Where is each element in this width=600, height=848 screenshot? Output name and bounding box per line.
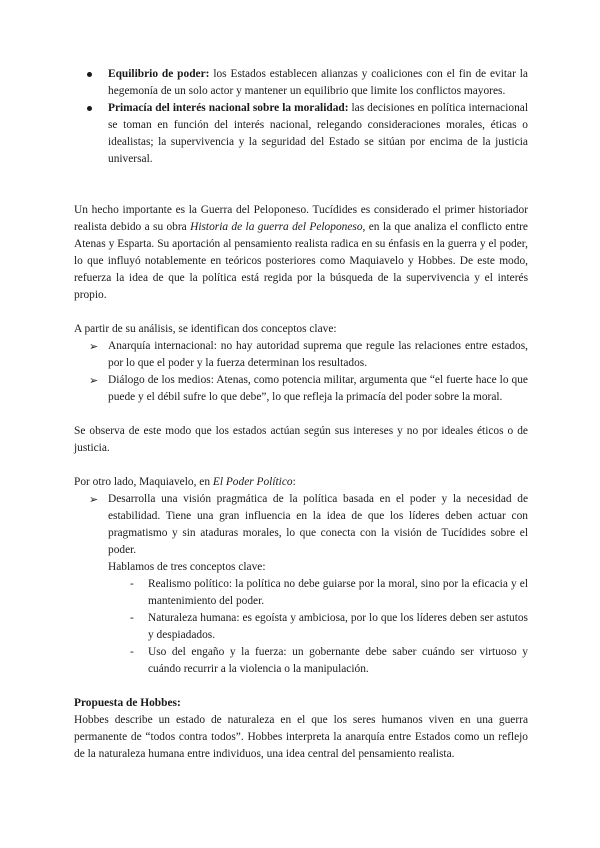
peloponeso-pre: Un hecho importante es la Guerra del Peloponeso. Tucídides es considerado el primer historiador realista debido a su obra [74, 204, 528, 233]
bullet-primacia-interes [74, 100, 528, 168]
book-title-maquiavelo: El Poder Político [212, 476, 293, 488]
concept-engano [74, 644, 528, 678]
bullet-dot-icon [87, 106, 92, 111]
bullet-term: Equilibrio de poder: [108, 68, 210, 80]
paragraph-maquiavelo [74, 474, 528, 491]
paragraph-peloponeso [74, 202, 528, 304]
arrow-bullet-icon: ➢ [89, 493, 99, 506]
bullet-text: las decisiones en política internacional se toman en función del interés nacional, relegando consideraciones morales, éticas o idealistas; la supervivencia y la seguridad del Estado se sitúan por encima de la justicia universal. [108, 102, 528, 165]
maquiavelo-concepts-list [74, 576, 528, 678]
arrow-bullet-icon: ➢ [89, 340, 99, 353]
dash-bullet-icon: - [130, 646, 134, 658]
bullet-term: Primacía del interés nacional sobre la moralidad: [108, 102, 349, 114]
bullet-text: los Estados establecen alianzas y coaliciones con el fin de evitar la hegemonía de un solo actor y mantener un equilibrio que limite los conflictos mayores. [108, 68, 528, 97]
hobbes-heading [74, 695, 528, 712]
concepts-list [74, 338, 528, 406]
concept-text: Uso del engaño y la fuerza: un gobernante debe saber cuándo ser virtuoso y cuándo recurrir a la violencia o la manipulación. [148, 646, 528, 675]
paragraph-hobbes: Hobbes describe un estado de naturaleza en el que los seres humanos viven en una guerra permanente de “todos contra todos”. Hobbes interpreta la anarquía entre Estados como un reflejo de la naturaleza humana entre individuos, una idea central del pensamiento realista. [74, 714, 528, 760]
hobbes-heading-text: Propuesta de Hobbes: [74, 697, 181, 709]
maquiavelo-sub-intro: Hablamos de tres conceptos clave: [108, 561, 266, 573]
dash-bullet-icon: - [130, 578, 134, 590]
bullet-equilibrio-poder [74, 66, 528, 100]
concept-naturaleza [74, 610, 528, 644]
page-content [74, 66, 528, 763]
maquiavelo-pre: Por otro lado, Maquiavelo, en [74, 476, 213, 488]
peloponeso-post: , en la que analiza el conflicto entre Atenas y Esparta. Su aportación al pensamiento realista radica en su énfasis en la guerra y el poder, lo que influyó notablemente en teóricos posteriores como Maquiavelo y Hobbes. De este modo, refuerza la idea de que la política está regida por la búsqueda de la supervivencia y el interés propio. [74, 221, 528, 301]
concept-text: Diálogo de los medios: Atenas, como potencia militar, argumenta que “el fuerte hace lo que puede y el débil sufre lo que debe”, lo que refleja la primacía del poder sobre la moral. [108, 374, 528, 403]
maquiavelo-vision [74, 491, 528, 559]
concept-anarquia [74, 338, 528, 372]
bullet-dot-icon [87, 72, 92, 77]
book-title-tucidides: Historia de la guerra del Peloponeso [190, 221, 363, 233]
concept-text: Realismo político: la política no debe guiarse por la moral, sino por la eficacia y el mantenimiento del poder. [148, 578, 528, 607]
concept-dialogo [74, 372, 528, 406]
maquiavelo-vision-text: Desarrolla una visión pragmática de la política basada en el poder y la necesidad de estabilidad. Tiene una gran influencia en la idea de que los líderes deben actuar con pragmatismo y sin ataduras morales, lo que conecta con la visión de Tucídides sobre el poder. [108, 493, 528, 556]
intro-bullet-list [74, 66, 528, 168]
concept-text: Naturaleza humana: es egoísta y ambiciosa, por lo que los líderes deben ser astutos y despiadados. [148, 612, 528, 641]
arrow-bullet-icon: ➢ [89, 374, 99, 387]
maquiavelo-post: : [292, 476, 296, 488]
concept-text: Anarquía internacional: no hay autoridad suprema que regule las relaciones entre estados, por lo que el poder y la fuerza determinan los resultados. [108, 340, 528, 369]
maquiavelo-list [74, 491, 528, 559]
paragraph-concepts-intro: A partir de su análisis, se identifican dos conceptos clave: [74, 323, 337, 335]
concept-realismo [74, 576, 528, 610]
dash-bullet-icon: - [130, 612, 134, 624]
paragraph-observation: Se observa de este modo que los estados actúan según sus intereses y no por ideales éticos o de justicia. [74, 425, 528, 454]
